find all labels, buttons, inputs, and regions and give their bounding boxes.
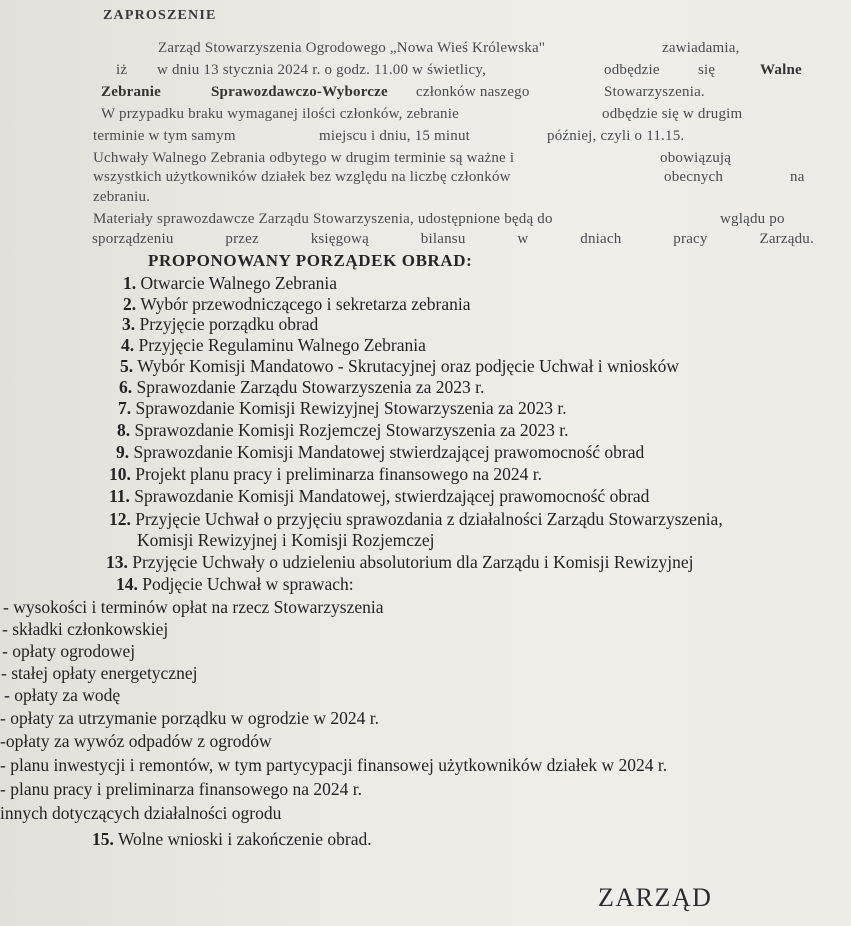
agenda-text: Sprawozdanie Komisji Rozjemczej Stowarzyszenia za 2023 r.	[134, 420, 569, 440]
subitem: - wysokości i terminów opłat na rzecz Stowarzyszenia	[3, 597, 384, 617]
intro-line-3-bold-b: Sprawozdawczo-Wyborcze	[211, 84, 388, 100]
agenda-item	[123, 294, 470, 314]
agenda-item	[117, 420, 568, 440]
agenda-number: 9.	[116, 442, 130, 462]
word: bilansu	[420, 231, 466, 247]
intro-line-8: zebraniu.	[93, 189, 151, 205]
agenda-item	[116, 442, 644, 462]
subitem: - opłaty za wodę	[4, 685, 121, 705]
agenda-item	[119, 377, 484, 397]
subitem: - składki członkowskiej	[2, 619, 169, 639]
subitem: innych dotyczących działalności ogrodu	[0, 803, 282, 823]
agenda-text: Przyjęcie Uchwał o przyjęciu sprawozdania z działalności Zarządu Stowarzyszenia,	[135, 509, 723, 529]
subitem: - planu pracy i preliminarza finansowego na 2024 r.	[0, 779, 363, 799]
intro-line-3-end: Stowarzyszenia.	[604, 84, 705, 100]
intro-line-1	[158, 38, 545, 58]
agenda-number: 7.	[118, 398, 132, 418]
subitem: - opłaty za utrzymanie porządku w ogrodzie w 2024 r.	[0, 708, 380, 728]
agenda-text: Przyjęcie porządku obrad	[139, 314, 319, 334]
intro-line-2-d: się	[698, 62, 716, 78]
agenda-number: 10.	[109, 464, 131, 484]
word: pracy	[673, 231, 708, 247]
intro-line-5-a: terminie w tym samym	[93, 128, 236, 144]
intro-line-2-b: w dniu 13 stycznia 2024 r. o godz. 11.00 w świetlicy,	[157, 62, 487, 78]
word: przez	[225, 231, 259, 247]
agenda-text: Przyjęcie Uchwały o udzieleniu absolutorium dla Zarządu i Komisji Rewizyjnej	[132, 552, 694, 572]
agenda-text: Wolne wnioski i zakończenie obrad.	[117, 829, 372, 849]
intro-line-5-b: miejscu i dniu, 15 minut	[319, 128, 471, 144]
word: księgową	[310, 231, 369, 247]
intro-line-1-text: Zarząd Stowarzyszenia Ogrodowego „Nowa Wieś Królewska"	[158, 40, 546, 56]
agenda-item-continuation	[137, 530, 434, 550]
intro-line-4-b: odbędzie się w drugim	[602, 106, 743, 122]
agenda-text: Sprawozdanie Komisji Mandatowej, stwierdzającej prawomocność obrad	[134, 486, 650, 506]
agenda-item	[109, 509, 723, 529]
intro-line-2-a: iż	[116, 62, 128, 78]
agenda-item	[120, 356, 679, 376]
intro-line-4-a: W przypadku braku wymaganej ilości członków, zebranie	[101, 106, 459, 122]
agenda-item	[92, 829, 372, 849]
agenda-item	[109, 464, 542, 484]
agenda-number: 11.	[109, 486, 130, 506]
intro-line-5-c: później, czyli o 11.15.	[547, 128, 685, 144]
agenda-text: Sprawozdanie Komisji Rewizyjnej Stowarzyszenia za 2023 r.	[135, 398, 567, 418]
intro-line-1-end: zawiadamia,	[662, 40, 740, 56]
agenda-text: Wybór Komisji Mandatowo - Skrutacyjnej oraz podjęcie Uchwał i wniosków	[137, 356, 679, 376]
agenda-number: 3.	[122, 314, 136, 334]
agenda-number: 6.	[119, 377, 133, 397]
agenda-text: Sprawozdanie Komisji Mandatowej stwierdzającej prawomocność obrad	[133, 442, 645, 462]
subitem: - stałej opłaty energetycznej	[1, 663, 198, 683]
agenda-number: 13.	[106, 552, 128, 572]
subitem: -opłaty za wywóz odpadów z ogrodów	[0, 731, 272, 751]
agenda-text: Projekt planu pracy i preliminarza finansowego na 2024 r.	[135, 464, 543, 484]
agenda-item	[109, 486, 649, 506]
agenda-number: 8.	[117, 420, 131, 440]
agenda-number: 12.	[109, 509, 131, 529]
word: w	[517, 231, 529, 247]
intro-line-9-b: wglądu po	[720, 211, 785, 227]
word: sporządzeniu	[92, 231, 174, 247]
agenda-item	[116, 574, 354, 594]
agenda-item	[122, 314, 318, 334]
document-title: ZAPROSZENIE	[103, 8, 217, 23]
subitem: - planu inwestycji i remontów, w tym partycypacji finansowej użytkowników działek w 2024 r.	[0, 755, 668, 775]
intro-line-3-bold-a: Zebranie	[101, 84, 161, 100]
agenda-text: Komisji Rewizyjnej i Komisji Rozjemczej	[137, 530, 435, 550]
agenda-text: Wybór przewodniczącego i sekretarza zebrania	[140, 294, 471, 314]
agenda-number: 14.	[116, 574, 138, 594]
agenda-text: Sprawozdanie Zarządu Stowarzyszenia za 2023 r.	[136, 377, 485, 397]
intro-line-6-b: obowiązują	[660, 150, 732, 166]
subitem: - opłaty ogrodowej	[2, 641, 136, 661]
intro-line-7-a: wszystkich użytkowników działek bez względu na liczbę członków	[93, 169, 511, 185]
intro-line-7-c: na	[790, 169, 805, 185]
intro-line-7-b: obecnych	[664, 169, 724, 185]
agenda-number: 5.	[120, 356, 134, 376]
agenda-number: 15.	[92, 829, 114, 849]
intro-line-6-a: Uchwały Walnego Zebrania odbytego w drugim terminie są ważne i	[93, 150, 515, 166]
intro-line-2-c: odbędzie	[604, 62, 660, 78]
word: Zarządu.	[759, 231, 814, 247]
intro-line-2-bold: Walne	[760, 62, 802, 78]
agenda-item	[118, 398, 567, 418]
agenda-number: 2.	[123, 294, 137, 314]
intro-line-10	[92, 229, 814, 249]
signature: ZARZĄD	[598, 883, 713, 912]
agenda-heading: PROPONOWANY PORZĄDEK OBRAD:	[148, 251, 473, 270]
agenda-number: 4.	[121, 335, 135, 355]
agenda-item	[106, 552, 694, 572]
intro-line-3-rest: członków naszego	[416, 84, 530, 100]
agenda-text: Podjęcie Uchwał w sprawach:	[142, 574, 354, 594]
word: dniach	[580, 231, 622, 247]
agenda-text: Otwarcie Walnego Zebrania	[140, 273, 338, 293]
agenda-text: Przyjęcie Regulaminu Walnego Zebrania	[138, 335, 426, 355]
agenda-item	[121, 335, 426, 355]
intro-line-9-a: Materiały sprawozdawcze Zarządu Stowarzyszenia, udostępnione będą do	[93, 211, 553, 227]
agenda-item	[123, 273, 337, 293]
agenda-number: 1.	[123, 273, 137, 293]
